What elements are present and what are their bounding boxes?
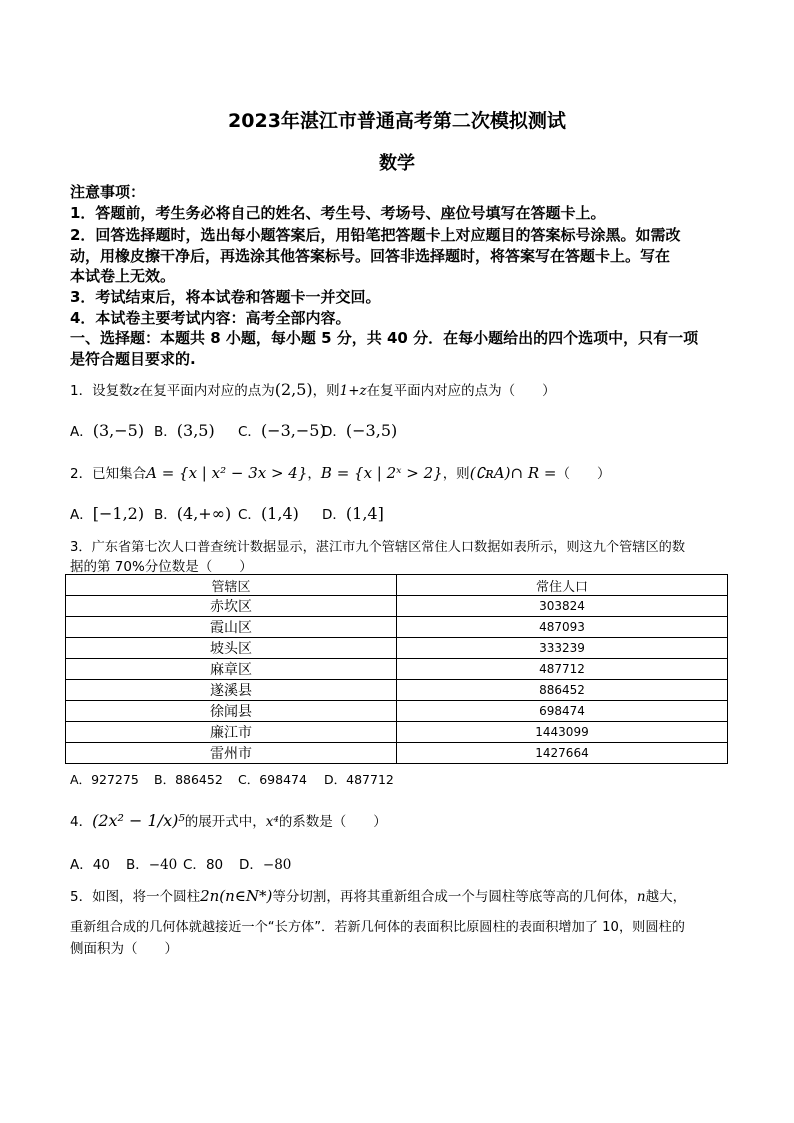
notice-item: 4．本试卷主要考试内容：高考全部内容。 — [70, 309, 351, 327]
question-5-stem: 重新组合成的几何体就越接近一个“长方体”．若新几何体的表面积比原圆柱的表面积增加了 10，则圆柱的 — [70, 920, 685, 935]
notice-item: 1．答题前，考生务必将自己的姓名、考生号、考场号、座位号填写在答题卡上。 — [70, 204, 606, 222]
population-cell: 1427664 — [397, 743, 728, 764]
question-4-choices — [70, 853, 291, 873]
table-row — [66, 596, 728, 617]
notice-item: 动，用橡皮擦干净后，再选涂其他答案标号。回答非选择题时，将答案写在答题卡上。写在 — [70, 247, 671, 265]
choice-d[interactable]: D．(−3,5) — [322, 421, 398, 440]
district-cell: 霞山区 — [66, 617, 397, 638]
population-cell: 333239 — [397, 638, 728, 659]
column-header-population: 常住人口 — [397, 575, 728, 596]
column-header-district: 管辖区 — [66, 575, 397, 596]
table-row — [66, 722, 728, 743]
choice-d[interactable]: D．(1,4] — [322, 504, 384, 523]
choice-c[interactable]: C．80 — [183, 857, 224, 873]
table-row — [66, 701, 728, 722]
subject-title: 数学 — [379, 153, 415, 174]
population-cell: 303824 — [397, 596, 728, 617]
district-cell: 赤坎区 — [66, 596, 397, 617]
question-3-choices — [70, 770, 394, 788]
district-cell: 徐闻县 — [66, 701, 397, 722]
question-3-stem: 3．广东省第七次人口普查统计数据显示，湛江市九个管辖区常住人口数据如表所示，则这九个管辖区的数 — [70, 540, 686, 555]
table-row — [66, 659, 728, 680]
table-row — [66, 638, 728, 659]
question-1-choices — [70, 420, 397, 440]
table-row — [66, 743, 728, 764]
choice-c[interactable]: C．698474 — [238, 772, 307, 787]
population-cell: 1443099 — [397, 722, 728, 743]
question-2-stem: 2．已知集合A = {x | x² − 3x > 4}，B = {x | 2ˣ > 2}，则(∁ʀA)∩ R =（ ） — [70, 464, 611, 482]
district-cell: 麻章区 — [66, 659, 397, 680]
table-header-row — [66, 575, 728, 596]
choice-b[interactable]: B．886452 — [154, 772, 223, 787]
notice-item: 3．考试结束后，将本试卷和答题卡一并交回。 — [70, 288, 381, 306]
choice-b[interactable]: B．(4,+∞) — [154, 504, 232, 523]
question-3-stem: 据的第 70%分位数是（ ） — [70, 559, 253, 575]
question-4-stem: 4．(2x² − 1/x)⁵的展开式中，x⁴的系数是（ ） — [70, 811, 387, 830]
notice-heading: 注意事项： — [70, 183, 146, 201]
choice-a[interactable]: A．40 — [70, 857, 110, 873]
choice-a[interactable]: A．[−1,2) — [70, 504, 145, 523]
population-cell: 487712 — [397, 659, 728, 680]
question-2-choices — [70, 503, 384, 523]
section-heading: 一、选择题：本题共 8 小题，每小题 5 分，共 40 分．在每小题给出的四个选项中，只有一项 — [70, 329, 699, 347]
choice-b[interactable]: B．−40 — [126, 857, 178, 873]
section-heading: 是符合题目要求的. — [70, 350, 196, 368]
table-row — [66, 680, 728, 701]
table-row — [66, 617, 728, 638]
question-5-stem: 侧面积为（ ） — [70, 941, 178, 957]
question-5-stem: 5．如图，将一个圆柱2n(n∈N*)等分切割，再将其重新组合成一个与圆柱等底等高的几何体，n越大， — [70, 887, 687, 905]
district-cell: 坡头区 — [66, 638, 397, 659]
choice-a[interactable]: A．927275 — [70, 772, 139, 787]
exam-title: 2023年湛江市普通高考第二次模拟测试 — [228, 110, 566, 132]
choice-d[interactable]: D．−80 — [239, 857, 292, 873]
choice-c[interactable]: C．(1,4) — [238, 504, 299, 523]
district-cell: 雷州市 — [66, 743, 397, 764]
notice-item: 2．回答选择题时，选出每小题答案后，用铅笔把答题卡上对应题目的答案标号涂黑。如需改 — [70, 226, 681, 244]
population-cell: 698474 — [397, 701, 728, 722]
district-cell: 廉江市 — [66, 722, 397, 743]
notice-item: 本试卷上无效。 — [70, 267, 176, 285]
population-cell: 487093 — [397, 617, 728, 638]
choice-d[interactable]: D．487712 — [324, 772, 394, 787]
choice-b[interactable]: B．(3,5) — [154, 421, 215, 440]
choice-c[interactable]: C．(−3,−5) — [238, 421, 326, 440]
district-cell: 遂溪县 — [66, 680, 397, 701]
choice-a[interactable]: A．(3,−5) — [70, 421, 145, 440]
population-cell: 886452 — [397, 680, 728, 701]
population-table — [65, 574, 728, 764]
question-1-stem: 1．设复数z在复平面内对应的点为(2,5)，则1+z在复平面内对应的点为（ ） — [70, 380, 556, 399]
